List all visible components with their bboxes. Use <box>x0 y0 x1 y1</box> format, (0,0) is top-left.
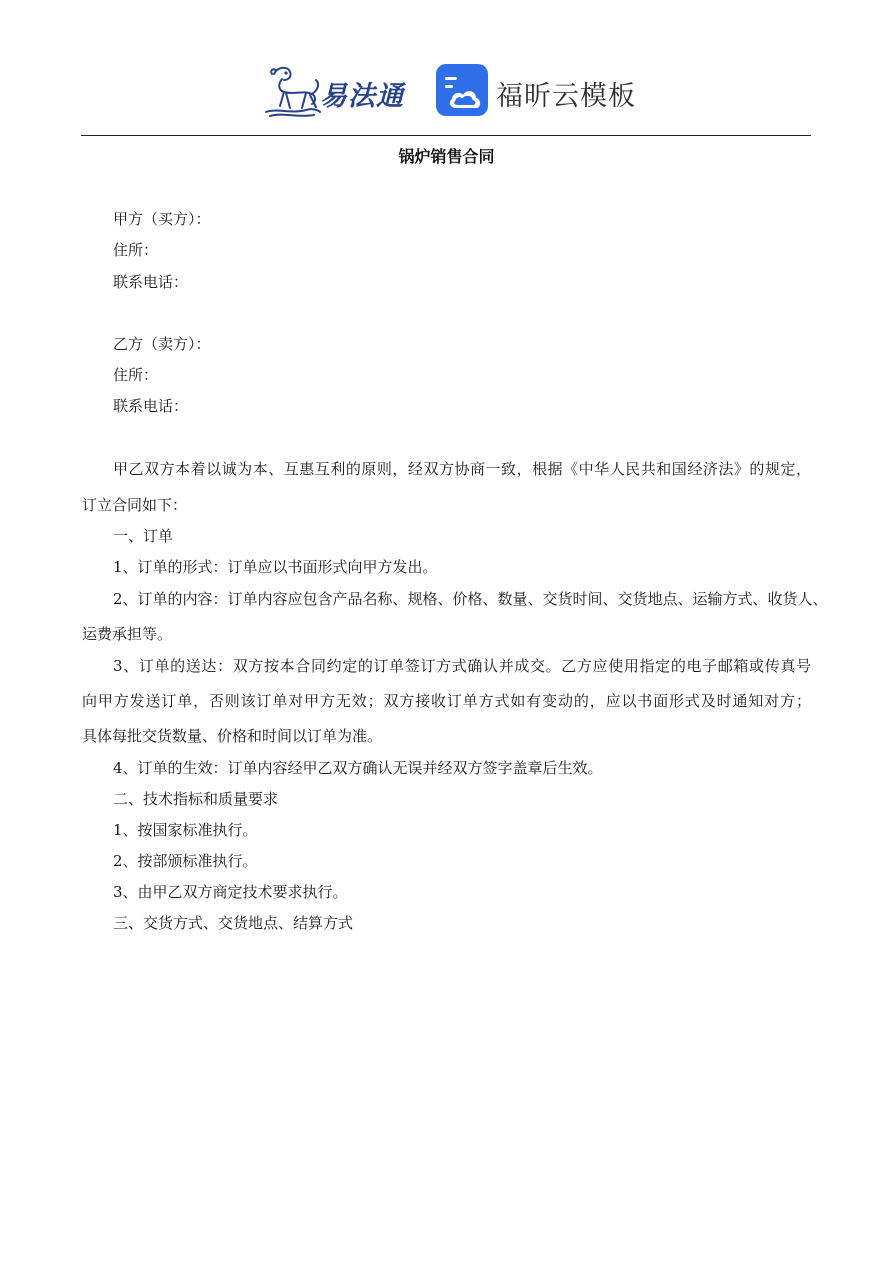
clause-text: 1、按国家标准执行。 <box>113 821 258 839</box>
fuxin-logo <box>436 64 636 118</box>
clause-text: 向甲方发送订单，否则该订单对甲方无效；双方接收订单方式如有变动的，应以书面形式及时通知对方； <box>82 692 811 710</box>
intro-paragraph-line: 甲乙双方本着以诚为本、互惠互利的原则，经双方协商一致，根据《中华人民共和国经济法》的规定， <box>113 460 811 478</box>
header-divider <box>81 135 811 136</box>
clause-text: 2、订单的内容：订单内容应包含产品名称、规格、价格、数量、交货时间、交货地点、运输方式、收货人、 <box>113 590 828 608</box>
party-b-phone-label: 联系电话： <box>113 397 189 415</box>
party-b-address-label: 住所： <box>113 366 159 384</box>
clause-text: 具体每批交货数量、价格和时间以订单为准。 <box>82 727 383 745</box>
party-b-name-label: 乙方（卖方）： <box>113 335 211 353</box>
party-a-address-label: 住所： <box>113 241 159 259</box>
yifatong-logo <box>262 62 412 118</box>
party-a-phone-label: 联系电话： <box>113 273 189 291</box>
clause-text: 1、订单的形式：订单应以书面形式向甲方发出。 <box>113 558 438 576</box>
clause-text: 2、按部颁标准执行。 <box>113 852 258 870</box>
section-heading: 一、订单 <box>113 527 174 545</box>
clause-text: 4、订单的生效：订单内容经甲乙双方确认无误并经双方签字盖章后生效。 <box>113 759 603 777</box>
document-title: 锅炉销售合同 <box>398 147 495 166</box>
section-heading: 二、技术指标和质量要求 <box>113 790 279 808</box>
clause-text: 3、由甲乙双方商定技术要求执行。 <box>113 883 348 901</box>
fuxin-logo-text: 福昕云模板 <box>496 81 636 112</box>
page-header <box>0 58 893 126</box>
section-heading: 三、交货方式、交货地点、结算方式 <box>113 914 354 932</box>
clause-text: 3、订单的送达：双方按本合同约定的订单签订方式确认并成交。乙方应使用指定的电子邮箱或传真号 <box>113 657 811 675</box>
intro-paragraph-line: 订立合同如下： <box>82 496 188 514</box>
kylin-emblem-icon <box>262 62 322 118</box>
cloud-document-icon <box>436 64 488 116</box>
clause-text: 运费承担等。 <box>82 625 173 643</box>
yifatong-logo-text: 易法通 <box>320 81 404 112</box>
party-a-name-label: 甲方（买方）： <box>113 210 211 228</box>
